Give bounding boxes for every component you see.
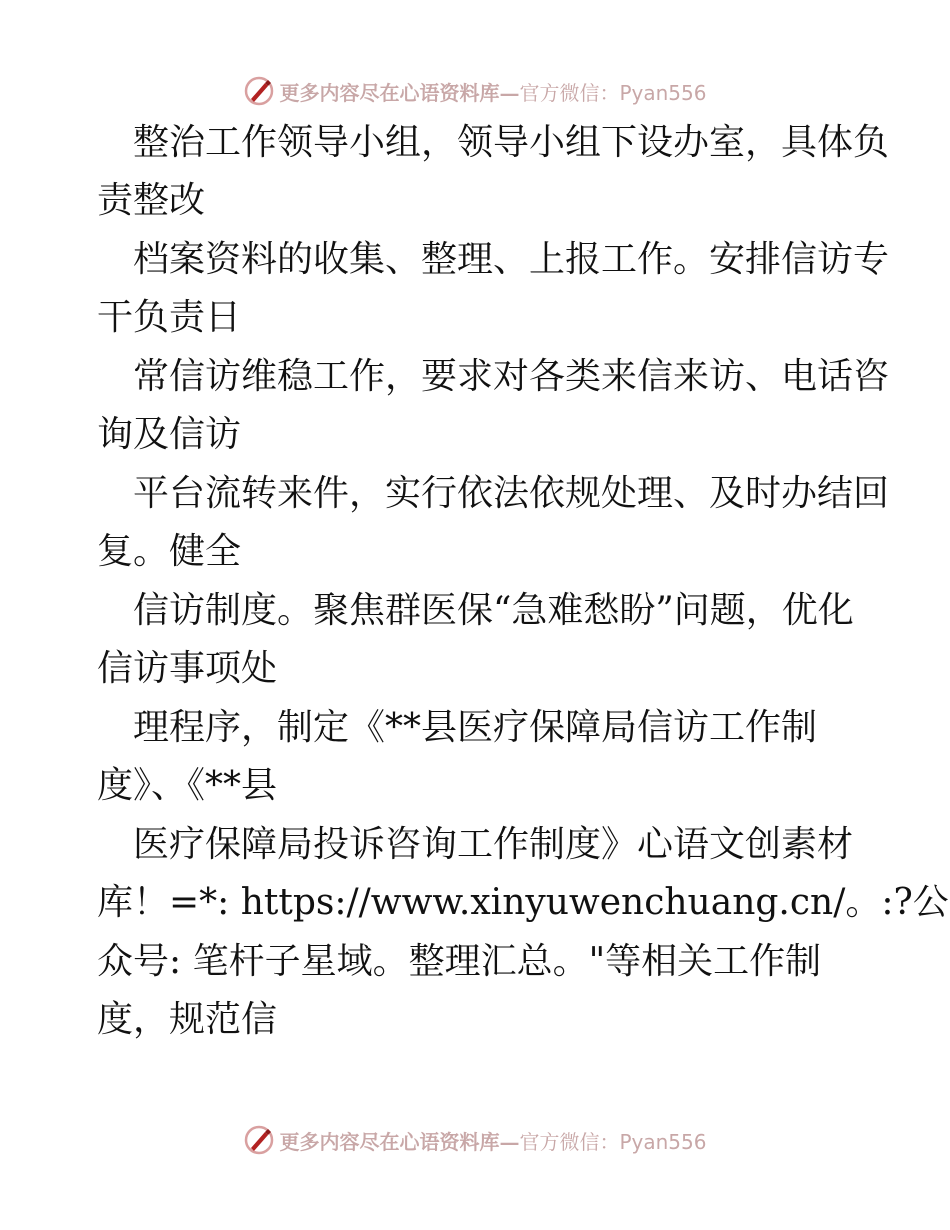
header-banner-main: 更多内容尽在心语资料库— [279, 80, 520, 105]
body-line: 询及信访 [97, 414, 242, 455]
body-line: 干负责日 [97, 297, 242, 338]
body-line: 度，规范信 [97, 999, 278, 1040]
footer-banner-main: 更多内容尽在心语资料库— [279, 1129, 520, 1154]
header-banner-text [279, 77, 706, 106]
footer-banner-text [279, 1126, 706, 1155]
pen-logo-icon [243, 75, 275, 107]
footer-banner-wechat: 官方微信：Pyan556 [519, 1129, 707, 1154]
header-banner-wechat: 官方微信：Pyan556 [519, 80, 707, 105]
body-line: 众号: 笔杆子星域。整理汇总。"等相关工作制 [97, 941, 822, 982]
body-line: 医疗保障局投诉咨询工作制度》心语文创素材 [97, 824, 854, 865]
body-line: 库！=*: https://www.xinyuwenchuang.cn/。:?公 [97, 882, 949, 923]
body-line: 档案资料的收集、整理、上报工作。安排信访专 [97, 239, 890, 280]
body-line: 常信访维稳工作，要求对各类来信来访、电话咨 [97, 356, 890, 397]
pen-logo-icon [243, 1124, 275, 1156]
footer-banner [0, 1120, 950, 1160]
body-line: 信访制度。聚焦群医保“急难愁盼”问题，优化 [97, 590, 854, 631]
body-line: 度》、《**县 [97, 765, 278, 806]
body-line: 责整改 [97, 180, 206, 221]
header-banner [0, 71, 950, 111]
body-line: 复。健全 [97, 531, 242, 572]
body-line: 理程序，制定《**县医疗保障局信访工作制 [97, 707, 818, 748]
body-line: 平台流转来件，实行依法依规处理、及时办结回 [97, 473, 890, 514]
body-line: 信访事项处 [97, 648, 278, 689]
body-line: 整治工作领导小组，领导小组下设办室，具体负 [97, 122, 890, 163]
